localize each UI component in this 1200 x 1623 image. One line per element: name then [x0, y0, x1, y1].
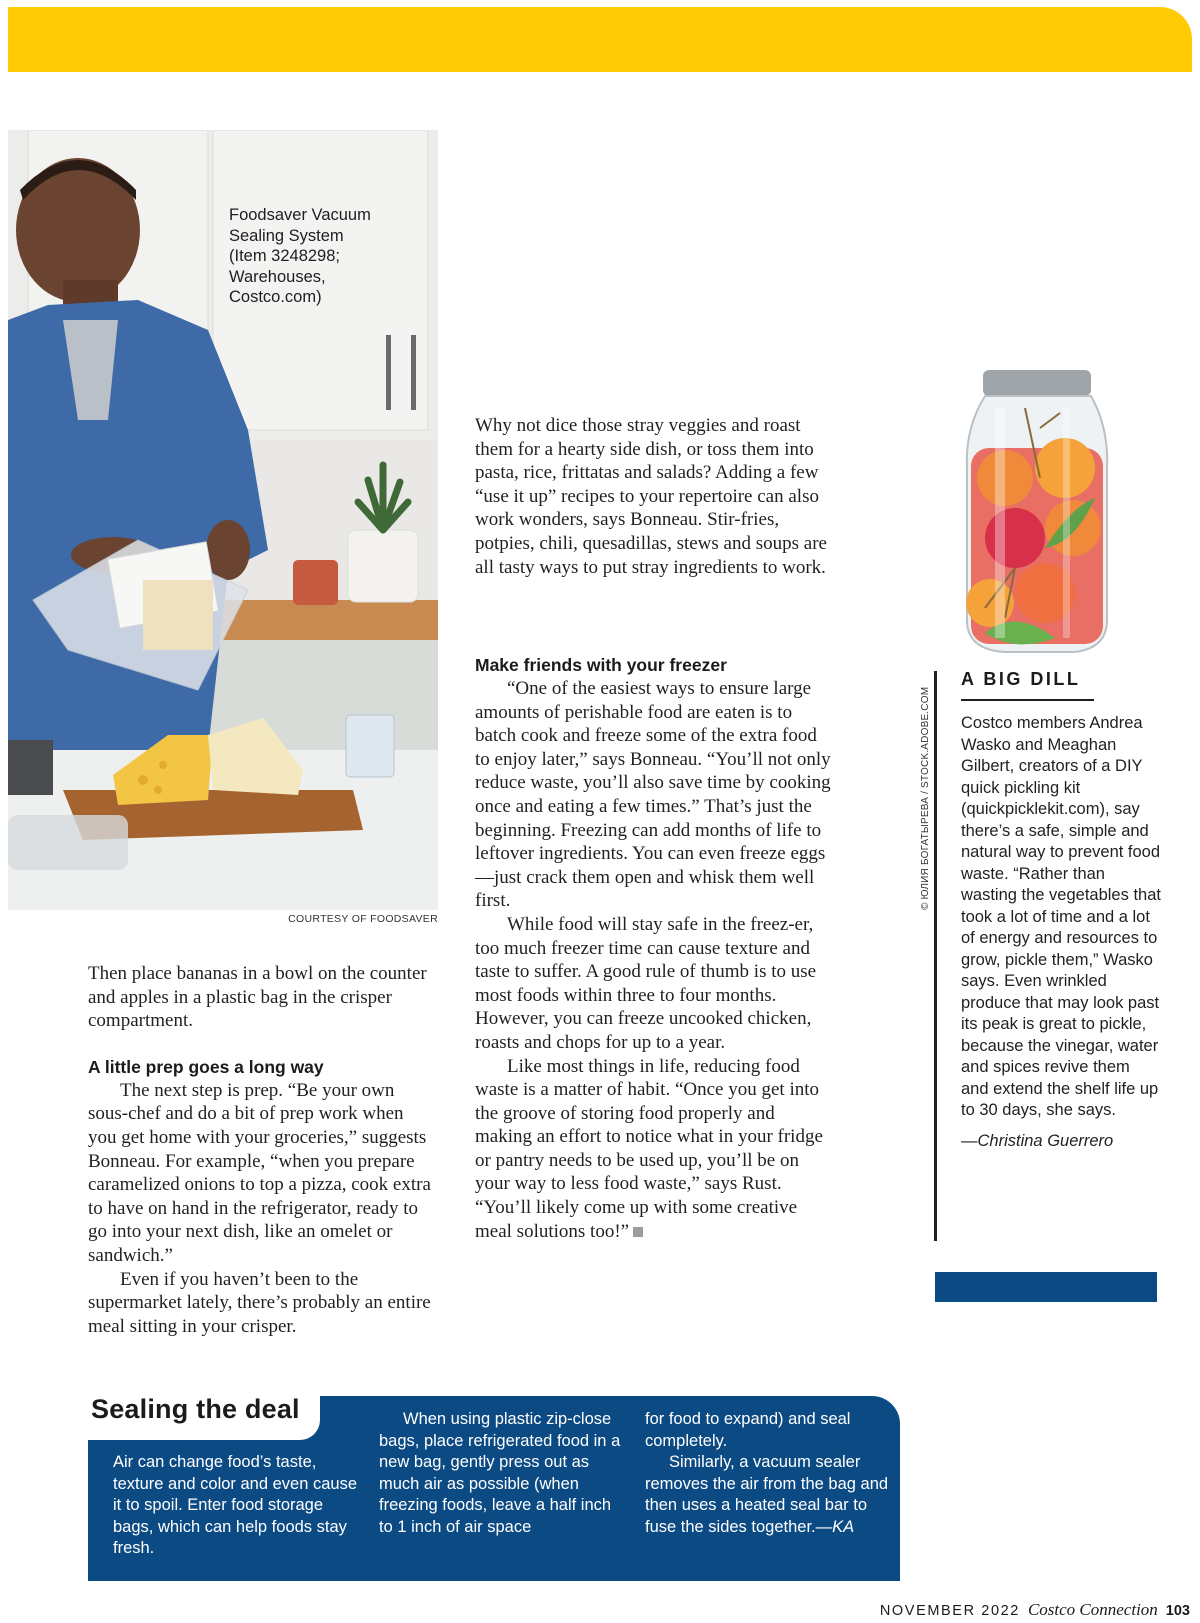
sidebar-body — [961, 713, 1161, 1152]
pickle-jar-illustration — [945, 368, 1125, 658]
section-heading: Make friends with your freezer — [475, 655, 727, 675]
sealing-box-title: Sealing the deal — [91, 1394, 300, 1424]
body-paragraph: While food will stay safe in the freez-er, too much freezer time can cause texture and taste to suffer. A good rule of thumb is to use most foods within three to four months. However, you can freeze uncooked chicken, roasts and chops for up to a year. — [475, 913, 817, 1053]
header-color-bar — [8, 7, 1192, 72]
body-paragraph: Even if you haven’t been to the supermarket lately, there’s probably an entire meal sitting in your crisper. — [88, 1268, 431, 1337]
sealing-paragraph: for food to expand) and seal completely. — [645, 1410, 851, 1450]
sidebar-paragraph: Costco members Andrea Wasko and Meaghan Gilbert, creators of a DIY quick pickling kit (quickpicklekit.com), say there’s a safe, simple and natural way to prevent food waste. “Rather than wasting the vegetables that took a lot of time and a lot of energy and resources to grow, pickle them,” Wasko says. Even wrinkled produce that may look past its peak is great to pickle, because the vinegar, water and spices revive them and extend the shelf life up to 30 days, she says. — [961, 714, 1161, 1119]
final-paragraph-text: Like most things in life, reducing food waste is a matter of habit. “Once you get into the groove of storing food properly and making an effort to notice what in your fridge or pantry needs to be used up, you’ll be on your way to less food waste,” says Rust. “You’ll likely come up with some creative meal solutions too!” — [475, 1055, 823, 1242]
illustration-credit-text: © ЮЛИЯ БОГАТЫРЕВА / STOCK.ADOBE.COM — [920, 686, 931, 910]
middle-column-intro — [475, 414, 835, 579]
body-paragraph — [475, 1055, 835, 1244]
body-paragraph: “One of the easiest ways to ensure large amounts of perishable food are eaten is to batch cook and freeze some of the extra food to enjoy later,” says Bonneau. “You’ll not only reduce waste, you’ll also save time by cooking once and eating a few times.” That’s just the beginning. Freezing can add months of life to leftover ingredients. You can even freeze eggs—just crack them open and whisk them well first. — [475, 678, 831, 912]
caption-line: Sealing System — [229, 226, 344, 245]
body-paragraph: Why not dice those stray veggies and roast them for a hearty side dish, or toss them into pasta, rice, frittatas and salads? Adding a few “use it up” recipes to your repertoire can also work wonders, says Bonneau. Stir-fries, potpies, chili, quesadillas, stews and soups are all tasty ways to put stray ingredients to work. — [475, 415, 827, 578]
left-column — [88, 962, 433, 1338]
body-paragraph: Then place bananas in a bowl on the counter and apples in a plastic bag in the crisper compartment. — [88, 963, 427, 1032]
sealing-box-column-3 — [645, 1409, 895, 1539]
sidebar-rule — [934, 671, 937, 1241]
illustration-credit — [918, 672, 934, 912]
sealing-box-column-1 — [113, 1452, 363, 1560]
caption-line: Warehouses, — [229, 267, 326, 286]
magazine-name: Costco Connection — [1027, 1600, 1158, 1619]
section-heading: A little prep goes a long way — [88, 1056, 324, 1077]
sealing-box-column-2 — [379, 1409, 629, 1539]
sealing-paragraph-text: Similarly, a vacuum sealer removes the air from the bag and then uses a heated seal bar to fuse the sides together. — [645, 1453, 889, 1536]
caption-line: (Item 3248298; — [229, 247, 340, 265]
body-paragraph: The next step is prep. “Be your own sous-chef and do a bit of prep work when you get home with your groceries,” suggests Bonneau. For example, “when you prepare caramelized onions to top a pizza, cook extra to have on hand in the refrigerator, ready to go into your next dish, like an omelet or sandwich.” — [88, 1079, 431, 1266]
photo-credit: COURTESY OF FOODSAVER — [288, 913, 438, 925]
sidebar-byline: —Christina Guerrero — [961, 1131, 1114, 1150]
issue-date: NOVEMBER 2022 — [879, 1603, 1020, 1619]
sealing-byline: —KA — [815, 1517, 855, 1536]
page-number: 103 — [1165, 1603, 1190, 1619]
sidebar-title: A BIG DILL — [961, 669, 1081, 689]
caption-line: Foodsaver Vacuum — [229, 206, 371, 224]
sidebar-title-underline — [961, 699, 1094, 701]
sealing-paragraph — [645, 1452, 895, 1538]
sealing-paragraph: Air can change food’s taste, texture and color and even cause it to spoil. Enter food storage bags, which can help foods stay fresh. — [113, 1453, 357, 1558]
end-of-article-icon — [633, 1227, 643, 1237]
caption-line: Costco.com) — [229, 288, 322, 306]
sealing-paragraph: When using plastic zip-close bags, place refrigerated food in a new bag, gently press out as much air as possible (when freezing foods, leave a half inch to 1 inch of air space — [379, 1410, 621, 1536]
sidebar-accent-strip — [935, 1272, 1157, 1302]
middle-column — [475, 654, 835, 1243]
photo-caption — [229, 205, 429, 308]
jar-icon — [945, 368, 1125, 658]
page-footer — [860, 1600, 1190, 1620]
